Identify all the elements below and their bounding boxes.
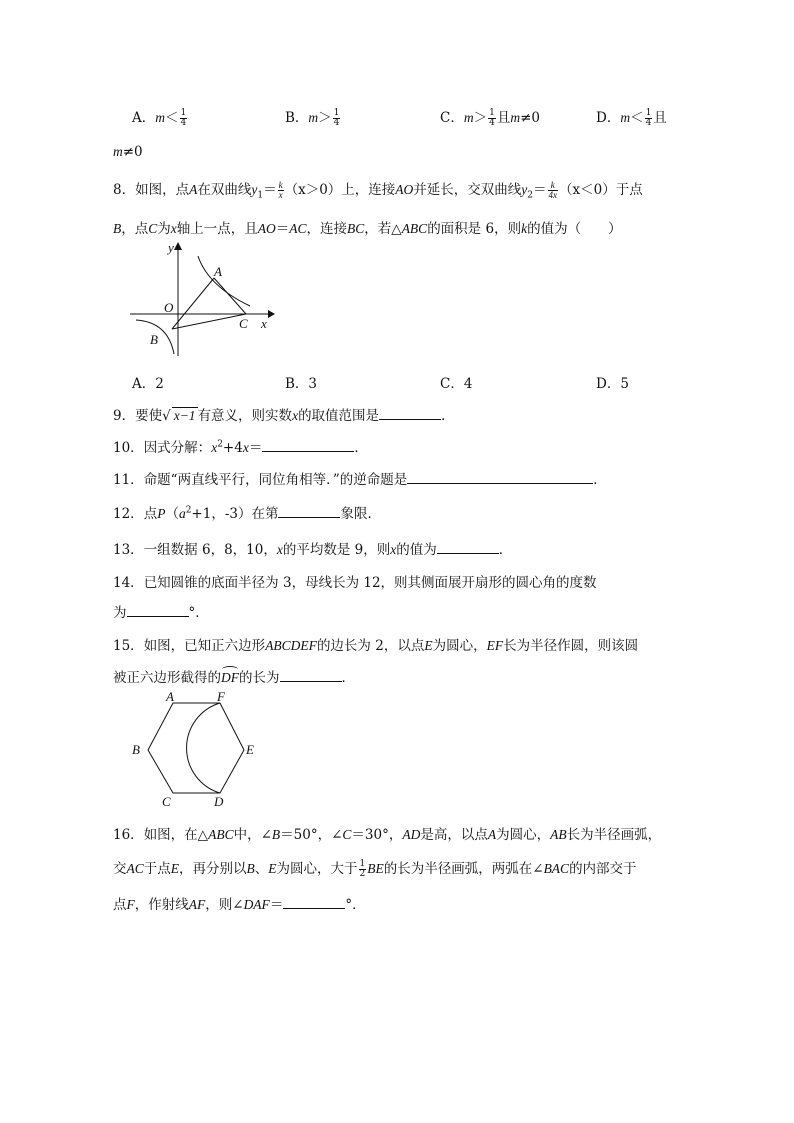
segment-ac (214, 278, 246, 314)
q8-line2: B，点C为x轴上一点，且AO＝AC，连接BC，若△ABC的面积是 6，则k的值为（ ） (113, 221, 622, 237)
fraction: $\frac{k}{4x}$ (548, 180, 558, 200)
fraction: $\frac{1}{4}$ (180, 108, 187, 128)
q14-line1: 14．已知圆锥的底面半径为 3，母线长为 12，则其侧面展开扇形的圆心角的度数 (113, 575, 597, 591)
q10-answer-blank[interactable] (262, 439, 354, 452)
arc-df: DF (221, 670, 239, 685)
sqrt-sign: √ (162, 408, 171, 424)
hexagon-abcdef (148, 703, 244, 793)
q7-option-a[interactable]: A．m＜ $\frac{1}{4}$ (132, 108, 187, 128)
q7-option-b[interactable]: B．m＞ $\frac{1}{4}$ (285, 108, 340, 128)
q8-option-a[interactable]: A．2 (132, 376, 164, 392)
q16-line1: 16．如图，在△ABC中，∠B＝50°，∠C＝30°，AD是高，以点A为圆心，AB长为半径画弧， (113, 827, 662, 843)
label-x: x (261, 316, 267, 331)
label-b: B (150, 332, 158, 347)
x-axis-arrow (268, 310, 275, 318)
q10: 10．因式分解：$x^2+4x=$ ． (113, 439, 368, 456)
q8-line1: 8．如图，点A在双曲线$y_1=$ $\frac{k}{x}$ （x＞0）上，连接AO并延长，交双曲线$y_2=$ $\frac{k}{4x}$ （x＜0）于点 (113, 180, 643, 201)
q15-answer-blank[interactable] (280, 669, 342, 682)
q11-answer-blank[interactable] (407, 471, 593, 484)
hyperbola-branch-right (198, 256, 250, 306)
q12-answer-blank[interactable] (278, 505, 340, 518)
q15-line1: 15．如图，已知正六边形ABCDEF的边长为 2，以点E为圆心，EF长为半径作圆，则该圆 (113, 638, 639, 654)
q16-answer-blank[interactable] (283, 896, 345, 909)
q8-option-c[interactable]: C．4 (440, 376, 473, 392)
arc-df-shape (187, 703, 220, 793)
q12: 12．点$P(a^2+1$，-3）在第 象限． (113, 505, 381, 522)
q16-line2: 交AC于点E，再分别以B、E为圆心，大于 $\frac{1}{2}$ BE的长为半径画弧，两弧在∠BAC的内部交于 (113, 859, 637, 879)
label-a: A (166, 690, 174, 704)
label-o: O (164, 300, 174, 315)
fraction: $\frac{1}{4}$ (333, 108, 340, 128)
q9: 9．要使√ x−1 有意义，则实数x的取值范围是 ． (113, 408, 455, 424)
label-f: F (217, 690, 225, 704)
q11: 11．命题“两直线平行，同位角相等．”的逆命题是 ． (113, 472, 607, 488)
label-a: A (214, 264, 222, 279)
label-b: B (132, 742, 140, 757)
q15-hexagon-figure (126, 690, 266, 810)
q7-option-c[interactable]: C．m＞ $\frac{1}{4}$ 且m≠0 (440, 108, 540, 128)
q9-answer-blank[interactable] (379, 407, 441, 420)
q8-option-d[interactable]: D．5 (596, 376, 629, 392)
q13-answer-blank[interactable] (437, 541, 499, 554)
label-e: E (246, 742, 254, 757)
fraction: $\frac{1}{4}$ (645, 108, 652, 128)
q16-line3: 点F，作射线AF，则∠DAF＝ °． (113, 897, 366, 913)
q14-line2: 为 °． (113, 605, 209, 621)
radicand: x−1 (173, 408, 196, 423)
fraction: $\frac{1}{2}$ (359, 859, 366, 879)
label-y: y (168, 240, 174, 255)
fraction: $\frac{k}{x}$ (278, 180, 283, 200)
label-d: D (214, 794, 224, 809)
label-c: C (162, 794, 171, 809)
q8-hyperbola-figure (128, 236, 278, 360)
fraction: $\frac{1}{4}$ (489, 108, 495, 128)
label-c: C (239, 316, 248, 331)
q13: 13．一组数据 6，8，10，x的平均数是 9，则x的值为 ． (113, 542, 513, 558)
q7-option-d-continued: m≠0 (113, 144, 143, 160)
q8-option-b[interactable]: B．3 (285, 376, 318, 392)
q15-line2: 被正六边形截得的DF的长为 ． (113, 670, 355, 686)
y-axis-arrow (174, 242, 182, 250)
q14-answer-blank[interactable] (127, 604, 189, 617)
q7-option-d[interactable]: D．m＜ $\frac{1}{4}$ 且 (596, 108, 667, 128)
